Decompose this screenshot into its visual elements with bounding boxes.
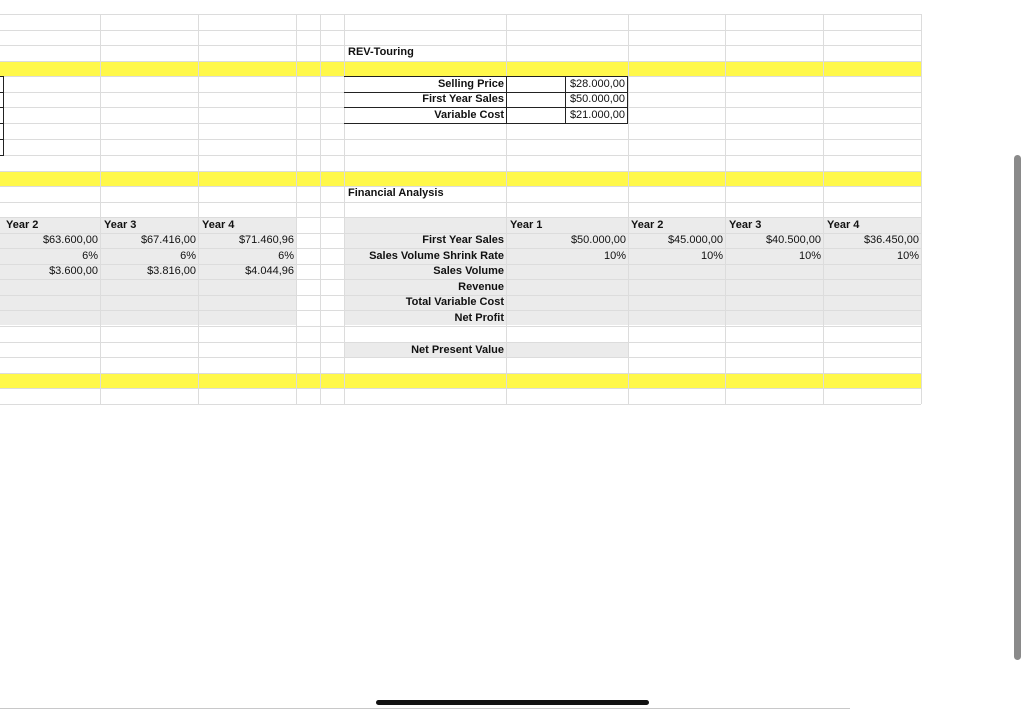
- left-header-year-4[interactable]: Year 4: [202, 219, 235, 231]
- highlight-row-bottom: [0, 373, 921, 388]
- fin-header-year-1[interactable]: Year 1: [510, 219, 543, 231]
- table-cell[interactable]: $3.600,00: [49, 265, 98, 277]
- fin-header-year-2[interactable]: Year 2: [631, 219, 664, 231]
- rev-label-variable-cost[interactable]: Variable Cost: [434, 109, 504, 121]
- fin-label-shrink-rate[interactable]: Sales Volume Shrink Rate: [369, 250, 504, 262]
- fin-label-net-profit[interactable]: Net Profit: [454, 312, 504, 324]
- horizontal-scroll-track: [0, 708, 850, 709]
- highlight-row-middle: [0, 171, 921, 186]
- rev-label-selling-price[interactable]: Selling Price: [437, 78, 504, 90]
- rev-touring-title: REV-Touring: [348, 46, 414, 58]
- table-cell[interactable]: 10%: [603, 250, 626, 262]
- table-cell[interactable]: 10%: [798, 250, 821, 262]
- table-cell[interactable]: $67.416,00: [140, 234, 196, 246]
- rev-value-selling-price[interactable]: $28.000,00: [569, 78, 625, 90]
- left-header-year-2[interactable]: Year 2: [6, 219, 39, 231]
- vertical-scrollbar[interactable]: [1014, 155, 1021, 660]
- table-cell[interactable]: $71.460,96: [238, 234, 294, 246]
- table-cell[interactable]: 6%: [82, 250, 98, 262]
- financial-analysis-title: Financial Analysis: [348, 187, 444, 199]
- table-cell[interactable]: 10%: [896, 250, 919, 262]
- rev-value-first-year-sales[interactable]: $50.000,00: [569, 93, 625, 105]
- table-cell[interactable]: $45.000,00: [667, 234, 723, 246]
- fin-header-year-3[interactable]: Year 3: [729, 219, 762, 231]
- fin-label-total-variable-cost[interactable]: Total Variable Cost: [405, 296, 504, 308]
- home-indicator[interactable]: [376, 700, 649, 705]
- table-cell[interactable]: $36.450,00: [863, 234, 919, 246]
- table-cell[interactable]: $40.500,00: [765, 234, 821, 246]
- table-cell[interactable]: 6%: [180, 250, 196, 262]
- rev-value-variable-cost[interactable]: $21.000,00: [569, 109, 625, 121]
- table-cell[interactable]: $3.816,00: [147, 265, 196, 277]
- table-cell[interactable]: $63.600,00: [42, 234, 98, 246]
- fin-header-year-4[interactable]: Year 4: [827, 219, 860, 231]
- left-header-year-3[interactable]: Year 3: [104, 219, 137, 231]
- fin-label-first-year-sales[interactable]: First Year Sales: [422, 234, 504, 246]
- fin-label-revenue[interactable]: Revenue: [458, 281, 504, 293]
- npv-label[interactable]: Net Present Value: [411, 344, 504, 356]
- rev-label-first-year-sales[interactable]: First Year Sales: [422, 93, 504, 105]
- table-cell[interactable]: $50.000,00: [570, 234, 626, 246]
- table-cell[interactable]: 6%: [278, 250, 294, 262]
- highlight-row-top: [0, 61, 921, 76]
- fin-label-sales-volume[interactable]: Sales Volume: [433, 265, 504, 277]
- table-cell[interactable]: $4.044,96: [245, 265, 294, 277]
- table-cell[interactable]: 10%: [700, 250, 723, 262]
